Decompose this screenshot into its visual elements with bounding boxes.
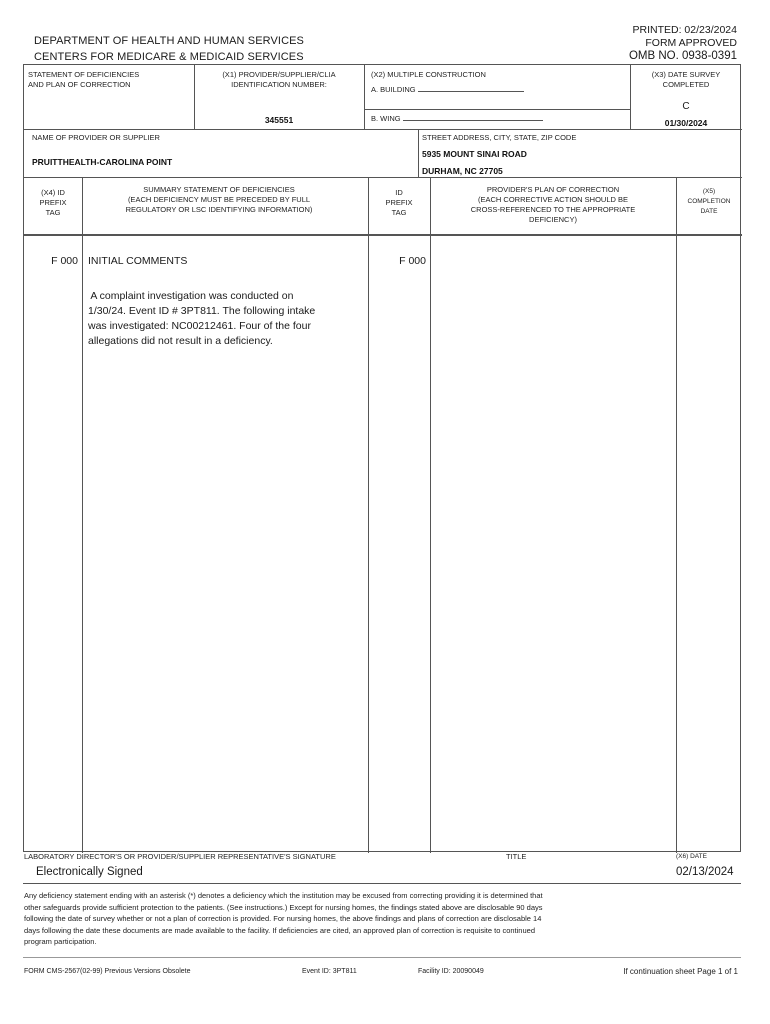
entry-comments (88, 289, 364, 349)
divider (676, 177, 677, 853)
x4-prefix-tag-header: (X4) ID PREFIX TAG (39, 188, 67, 217)
signature-value: Electronically Signed (36, 866, 143, 878)
plan-of-correction-header: PROVIDER'S PLAN OF CORRECTION (EACH CORRECTIVE ACTION SHOULD BE CROSS-REFERENCED TO THE APPROPRIATE DEFICIENCY) (470, 185, 636, 224)
dept-line-2: CENTERS FOR MEDICARE & MEDICAID SERVICES (34, 51, 304, 63)
wing-blank (403, 120, 543, 121)
divider (24, 129, 742, 130)
id-prefix-tag-header: ID PREFIX TAG (385, 188, 413, 217)
form-approved: FORM APPROVED (645, 37, 737, 49)
event-id: Event ID: 3PT811 (302, 968, 357, 975)
address-label: STREET ADDRESS, CITY, STATE, ZIP CODE (422, 133, 577, 142)
x2-label: (X2) MULTIPLE CONSTRUCTION (371, 70, 486, 79)
city-state-zip: DURHAM, NC 27705 (422, 166, 503, 176)
x3-survey-date: 01/30/2024 (664, 118, 708, 128)
deficiency-form (23, 64, 741, 852)
provider-name-label: NAME OF PROVIDER OR SUPPLIER (32, 133, 160, 142)
dept-line-1: DEPARTMENT OF HEALTH AND HUMAN SERVICES (34, 35, 304, 47)
divider (368, 177, 369, 853)
x1-provider-id: 345551 (264, 115, 294, 125)
deficiency-tag: F 000 (51, 255, 78, 267)
divider (418, 129, 419, 177)
summary-statement-header: SUMMARY STATEMENT OF DEFICIENCIES (EACH DEFICIENCY MUST BE PRECEDED BY FULL REGULATORY OR LSC IDENTIFYING INFORMATION) (125, 185, 313, 214)
x3-label: (X3) DATE SURVEY COMPLETED (651, 70, 721, 89)
signature-label: LABORATORY DIRECTOR'S OR PROVIDER/SUPPLIER REPRESENTATIVE'S SIGNATURE (24, 852, 336, 861)
building-blank (418, 91, 524, 92)
form-number: FORM CMS-2567(02-99) Previous Versions Obsolete (24, 968, 191, 975)
plan-tag: F 000 (399, 255, 426, 267)
title-label: TITLE (506, 852, 527, 861)
disclaimer: Any deficiency statement ending with an asterisk (*) denotes a deficiency which the institution may be excused from correcting providing it is determined that other safeguards provide sufficient protection to the patients. (See instructions.) Except for nursing homes, the findings stated above are disclosable 90 days following the date of survey whether or not a plan of correction is provided. For nursing homes, the above findings and plans of correction are disclosable 14 days following the date these documents are made available to the facility. If deficiencies are cited, an approved plan of correction is requisite to continued program participation. (24, 891, 543, 946)
comment-line: A complaint investigation was conducted on (88, 290, 294, 302)
divider (364, 109, 630, 110)
omb-number: OMB NO. 0938-0391 (628, 50, 737, 62)
divider (23, 883, 741, 884)
agency-header (34, 33, 304, 65)
signature-date: 02/13/2024 (676, 866, 734, 878)
form-status-header (629, 24, 737, 63)
x1-label: (X1) PROVIDER/SUPPLIER/CLIA IDENTIFICATION NUMBER: (222, 70, 336, 89)
divider (82, 177, 83, 853)
page-indicator: If continuation sheet Page 1 of 1 (623, 967, 738, 976)
comment-line: was investigated: NC00212461. Four of the four (88, 320, 311, 332)
divider (23, 957, 741, 958)
printed-date: PRINTED: 02/23/2024 (632, 24, 737, 36)
provider-name: PRUITTHEALTH-CAROLINA POINT (32, 157, 173, 167)
divider (430, 177, 431, 853)
x3-survey-code: C (682, 101, 690, 112)
divider (24, 177, 742, 178)
x5-completion-date-header: (X5) COMPLETION DATE (687, 188, 731, 215)
comment-line: allegations did not result in a deficiency. (88, 335, 273, 347)
wing-field: B. WING (371, 114, 543, 124)
building-field: A. BUILDING (371, 85, 524, 95)
divider (24, 234, 742, 236)
statement-label: STATEMENT OF DEFICIENCIES AND PLAN OF CORRECTION (28, 70, 140, 89)
divider (364, 65, 365, 129)
date-label: (X6) DATE (676, 853, 707, 860)
street-address: 5935 MOUNT SINAI ROAD (422, 149, 527, 159)
entry-heading: INITIAL COMMENTS (88, 255, 188, 267)
facility-id: Facility ID: 20090049 (418, 968, 484, 975)
comment-line: 1/30/24. Event ID # 3PT811. The following intake (88, 305, 316, 317)
